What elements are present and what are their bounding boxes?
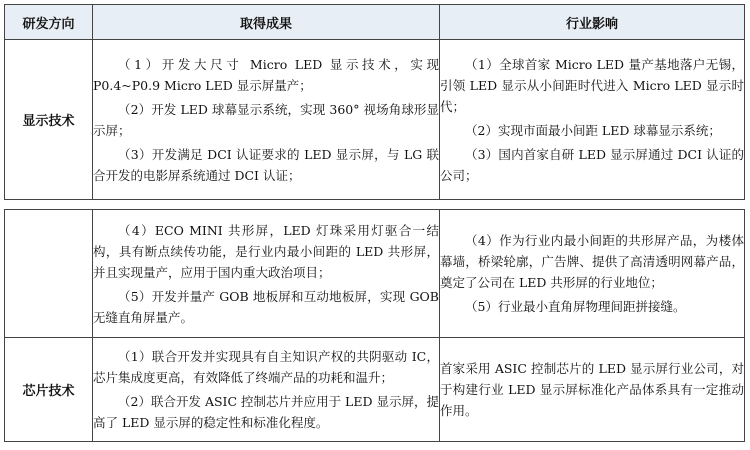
direction-cell: 芯片技术 bbox=[5, 338, 93, 442]
header-achievement: 取得成果 bbox=[93, 5, 440, 40]
table-row-display-tech-cont bbox=[5, 210, 745, 338]
achievement-item: （4）ECO MINI 共形屏，LED 灯珠采用灯驱合一结构，具有断点续传功能，是行业内最小间距的 LED 共形屏，并且实现量产，应用于国内重大政治项目； bbox=[93, 222, 439, 280]
rd-results-table-part2 bbox=[4, 209, 745, 442]
table-row-chip-tech bbox=[5, 338, 745, 442]
direction-cell: 显示技术 bbox=[5, 40, 93, 200]
achievement-cell bbox=[93, 210, 440, 338]
impact-item: （1）全球首家 Micro LED 量产基地落户无锡，引领 LED 显示从小间距时代进入 Micro LED 显示时代； bbox=[440, 56, 744, 114]
impact-item: 首家采用 ASIC 控制芯片的 LED 显示屏行业公司，对于构建行业 LED 显示屏标准化产品体系具有一定推动作用。 bbox=[440, 361, 744, 418]
impact-item: （2）实现市面最小间距 LED 球幕显示系统； bbox=[465, 122, 721, 138]
impact-cell bbox=[440, 338, 745, 442]
achievement-item: （1）联合开发并实现具有自主知识产权的共阴驱动 IC，芯片集成度更高，有效降低了终端产品的功耗和温升； bbox=[93, 349, 439, 385]
impact-item: （4）作为行业内最小间距的共形屏产品，为楼体幕墙，桥梁轮廓，广告牌、提供了高清透明网幕产品，奠定了公司在 LED 共形屏的行业地位； bbox=[440, 233, 744, 290]
achievement-item: （3）开发满足 DCI 认证要求的 LED 显示屏，与 LG 联合开发的电影屏系统通过 DCI 认证； bbox=[93, 146, 439, 183]
table-header-row bbox=[5, 5, 745, 40]
header-direction: 研发方向 bbox=[5, 5, 93, 40]
rd-results-table-part1 bbox=[4, 4, 745, 200]
achievement-item: （2）联合开发 ASIC 控制芯片并应用于 LED 显示屏，提高了 LED 显示屏的稳定性和标准化程度。 bbox=[93, 394, 439, 430]
achievement-item: （2）开发 LED 球幕显示系统，实现 360° 视场角球形显示屏； bbox=[93, 101, 439, 138]
direction-cell bbox=[5, 210, 93, 338]
achievement-cell bbox=[93, 338, 440, 442]
achievement-item: （5）开发并量产 GOB 地板屏和互动地板屏，实现 GOB 无缝直角屏量产。 bbox=[93, 288, 439, 325]
achievement-cell bbox=[93, 40, 440, 200]
impact-cell bbox=[440, 210, 745, 338]
impact-cell bbox=[440, 40, 745, 200]
header-impact: 行业影响 bbox=[440, 5, 745, 40]
achievement-item: （1）开发大尺寸 Micro LED 显示技术，实现 P0.4~P0.9 Micro LED 显示屏量产； bbox=[93, 56, 439, 93]
impact-item: （3）国内首家自研 LED 显示屏通过 DCI 认证的公司； bbox=[440, 146, 744, 183]
impact-item: （5）行业最小直角屏物理间距拼接缝。 bbox=[465, 299, 686, 314]
table-row-display-tech bbox=[5, 40, 745, 200]
